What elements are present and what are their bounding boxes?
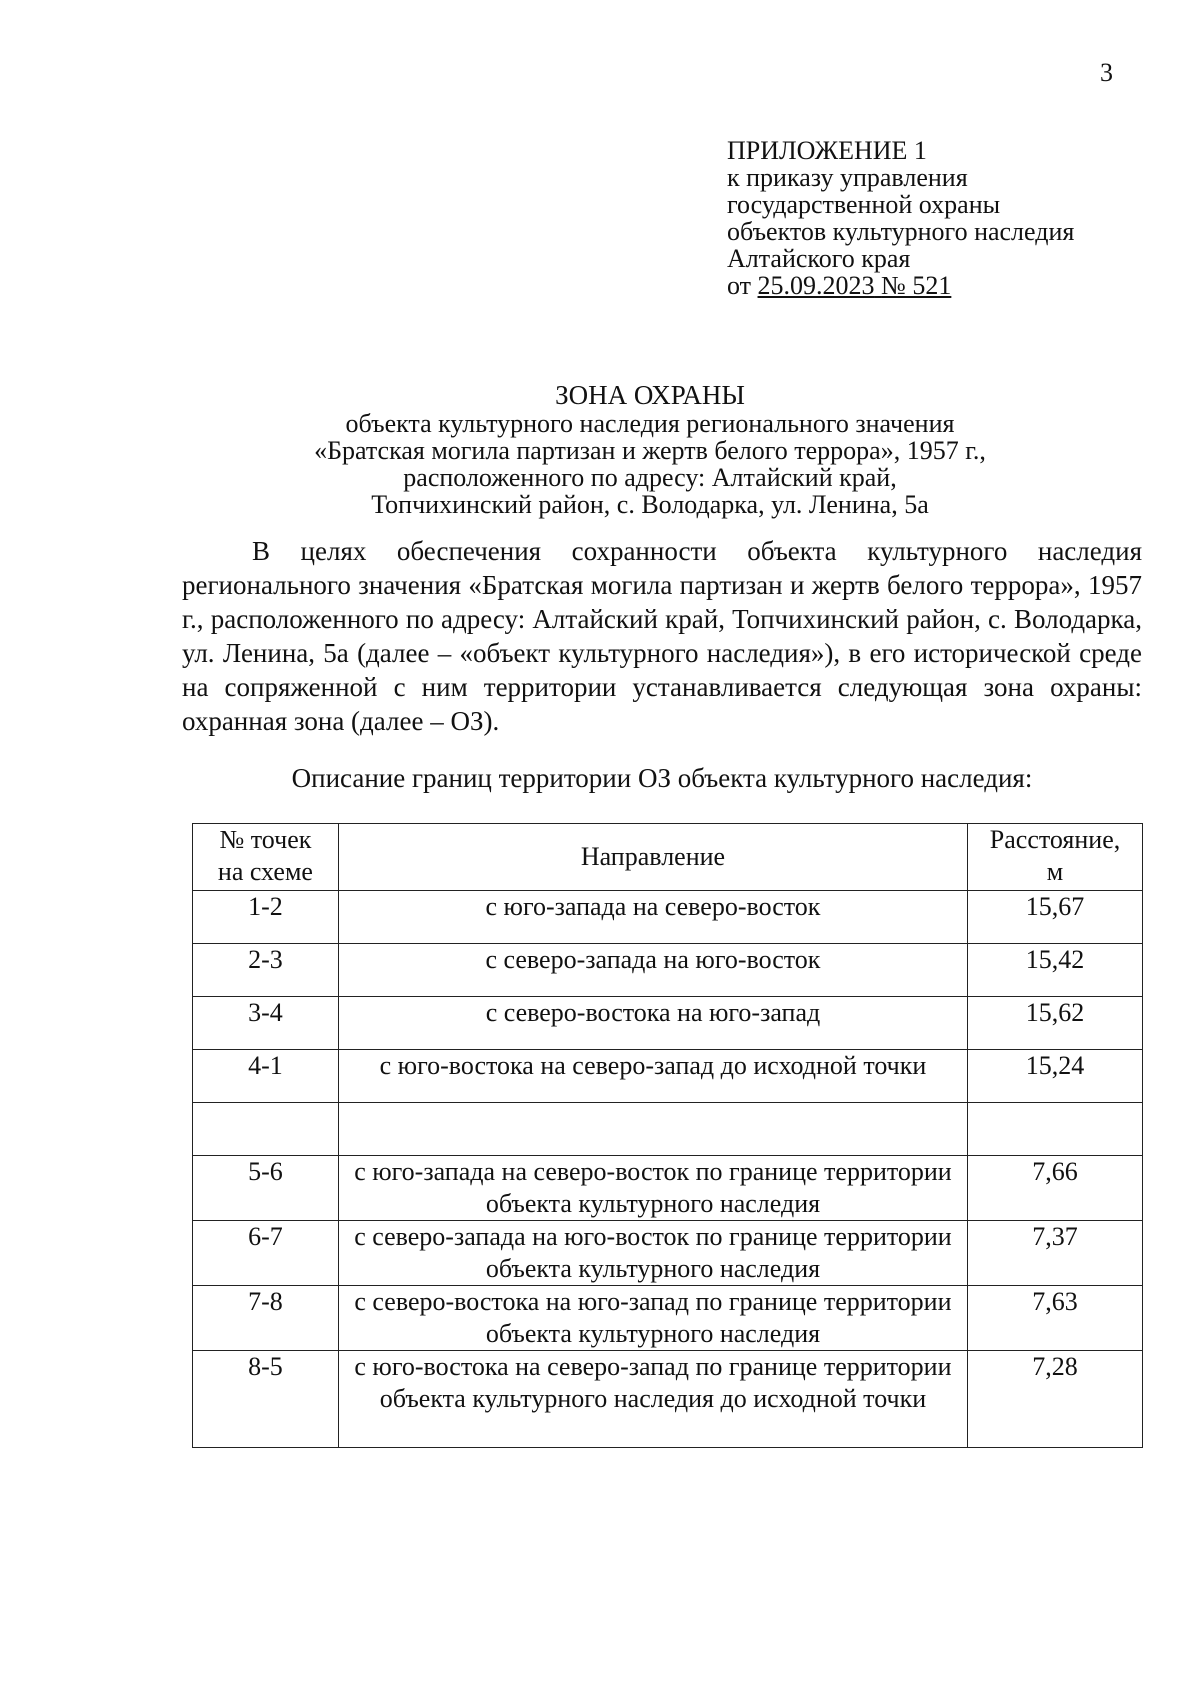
- appendix-block: [727, 137, 1074, 299]
- cell-distance: [968, 1103, 1143, 1156]
- title-line: «Братская могила партизан и жертв белого террора», 1957 г.,: [314, 436, 986, 465]
- order-date: 25.09.2023: [757, 271, 875, 300]
- cell-distance: 15,62: [968, 997, 1143, 1050]
- cell-points: 2-3: [193, 944, 339, 997]
- header-distance: Расстояние, м: [968, 824, 1143, 891]
- table-row: [193, 997, 1143, 1050]
- boundary-table: [192, 823, 1143, 1448]
- cell-points: 3-4: [193, 997, 339, 1050]
- cell-points: 5-6: [193, 1156, 339, 1221]
- cell-points: 6-7: [193, 1221, 339, 1286]
- title-line: расположенного по адресу: Алтайский край,: [403, 463, 897, 492]
- cell-points: 4-1: [193, 1050, 339, 1103]
- body-paragraph: В целях обеспечения сохранности объекта культурного наследия регионального значения «Братская могила партизан и жертв белого террора», 1957 г., расположенного по адресу: Алтайский край, Топчихинский район, с. Володарка, ул. Ленина, 5а (далее – «объект культурного наследия»), в его исторической среде на сопряженной с ним территории устанавливается следующая зона охраны: охранная зона (далее – ОЗ).: [182, 536, 1142, 736]
- appendix-line: объектов культурного наследия: [727, 217, 1075, 246]
- title-line: объекта культурного наследия регионального значения: [345, 409, 955, 438]
- document-title: [290, 380, 1010, 518]
- table-row: [193, 1286, 1143, 1351]
- table-caption: Описание границ территории ОЗ объекта культурного наследия:: [291, 763, 1033, 793]
- cell-distance: 7,28: [968, 1351, 1143, 1448]
- header-direction: Направление: [338, 824, 967, 891]
- table-row: [193, 1221, 1143, 1286]
- cell-points: 1-2: [193, 891, 339, 944]
- table-row: [193, 1050, 1143, 1103]
- cell-distance: 7,66: [968, 1156, 1143, 1221]
- table-header-row: [193, 824, 1143, 891]
- cell-points: [193, 1103, 339, 1156]
- cell-direction: с северо-востока на юго-запад по границе территории объекта культурного наследия: [338, 1286, 967, 1351]
- order-prefix: от: [727, 271, 758, 300]
- table-row: [193, 891, 1143, 944]
- table-row-empty: [193, 1103, 1143, 1156]
- cell-direction: [338, 1103, 967, 1156]
- zone-title: ЗОНА ОХРАНЫ: [555, 380, 745, 410]
- appendix-line: Алтайского края: [727, 244, 911, 273]
- cell-direction: с северо-запада на юго-восток по границе территории объекта культурного наследия: [338, 1221, 967, 1286]
- cell-direction: с юго-востока на северо-запад до исходной точки: [338, 1050, 967, 1103]
- table-row: [193, 1351, 1143, 1448]
- header-points: № точек на схеме: [193, 824, 339, 891]
- appendix-heading: ПРИЛОЖЕНИЕ 1: [727, 136, 927, 165]
- cell-points: 8-5: [193, 1351, 339, 1448]
- cell-distance: 15,24: [968, 1050, 1143, 1103]
- table-row: [193, 944, 1143, 997]
- title-line: Топчихинский район, с. Володарка, ул. Ленина, 5а: [371, 490, 929, 519]
- cell-distance: 7,37: [968, 1221, 1143, 1286]
- page-number: 3: [1100, 58, 1113, 87]
- appendix-line: к приказу управления: [727, 163, 968, 192]
- cell-distance: 15,42: [968, 944, 1143, 997]
- table-row: [193, 1156, 1143, 1221]
- appendix-line: государственной охраны: [727, 190, 1001, 219]
- cell-direction: с юго-запада на северо-восток: [338, 891, 967, 944]
- order-reference: [727, 272, 1074, 299]
- cell-distance: 7,63: [968, 1286, 1143, 1351]
- cell-distance: 15,67: [968, 891, 1143, 944]
- cell-direction: с юго-запада на северо-восток по границе территории объекта культурного наследия: [338, 1156, 967, 1221]
- cell-direction: с северо-запада на юго-восток: [338, 944, 967, 997]
- cell-direction: с северо-востока на юго-запад: [338, 997, 967, 1050]
- order-number: № 521: [881, 271, 952, 300]
- cell-points: 7-8: [193, 1286, 339, 1351]
- cell-direction: с юго-востока на северо-запад по границе территории объекта культурного наследия до исходной точки: [338, 1351, 967, 1448]
